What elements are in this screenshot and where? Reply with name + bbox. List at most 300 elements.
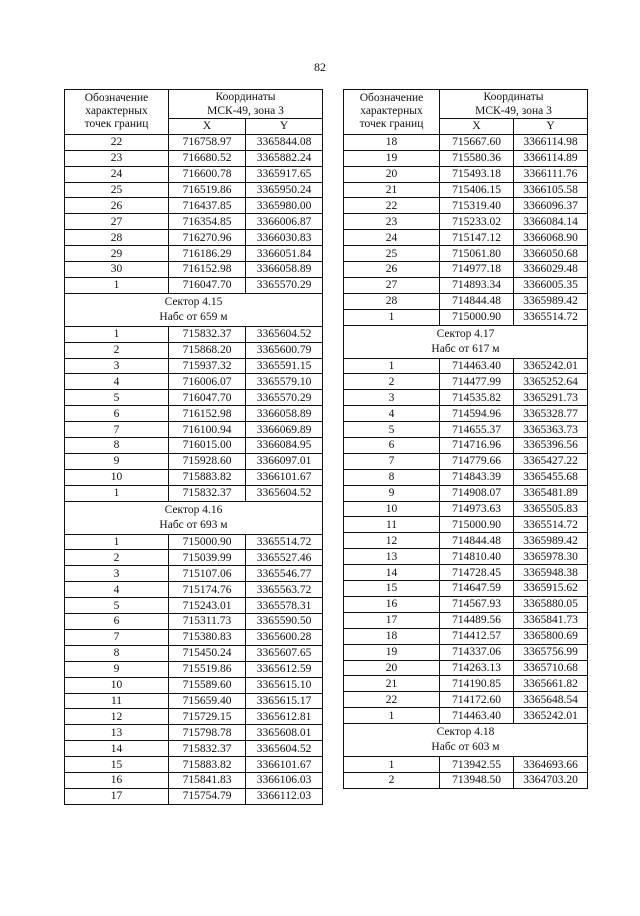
table-row: [344, 406, 588, 422]
x-coordinate-cell: 714477.99: [440, 374, 514, 390]
table-row: [344, 309, 588, 325]
point-number-cell: 22: [344, 692, 440, 708]
x-coordinate-cell: 715868.20: [169, 342, 246, 358]
point-number-cell: 10: [344, 501, 440, 517]
section-title: [65, 293, 323, 326]
y-coordinate-cell: 3365612.59: [246, 661, 323, 677]
point-number-cell: 8: [65, 438, 169, 454]
point-number-cell: 1: [65, 485, 169, 501]
y-coordinate-cell: 3365880.05: [514, 596, 588, 612]
table-row: [344, 692, 588, 708]
table-row: [65, 469, 323, 485]
section-header-row: [344, 325, 588, 358]
x-coordinate-cell: 713942.55: [440, 757, 514, 773]
point-number-cell: 1: [344, 309, 440, 325]
section-header-row: [65, 501, 323, 534]
point-number-cell: 30: [65, 262, 169, 278]
point-number-cell: 23: [344, 214, 440, 230]
y-coordinate-cell: 3365252.64: [514, 374, 588, 390]
table-row: [65, 709, 323, 725]
table-row: [344, 214, 588, 230]
x-coordinate-cell: 715233.02: [440, 214, 514, 230]
table-row: [65, 677, 323, 693]
point-number-cell: 22: [65, 134, 169, 150]
point-number-cell: 1: [65, 534, 169, 550]
table-row: [344, 198, 588, 214]
table-row: [65, 198, 323, 214]
point-number-cell: 24: [344, 230, 440, 246]
table-row: [65, 757, 323, 773]
point-number-cell: 10: [65, 469, 169, 485]
x-coordinate-cell: 715729.15: [169, 709, 246, 725]
y-coordinate-cell: 3366112.03: [246, 788, 323, 804]
y-coordinate-cell: 3366096.37: [514, 198, 588, 214]
x-coordinate-cell: 714594.96: [440, 406, 514, 422]
x-coordinate-cell: 716100.94: [169, 422, 246, 438]
x-coordinate-cell: 714655.37: [440, 422, 514, 438]
point-number-cell: 26: [344, 262, 440, 278]
x-coordinate-cell: 714716.96: [440, 438, 514, 454]
x-column-header: X: [440, 119, 514, 135]
section-title: [65, 501, 323, 534]
table-row: [344, 708, 588, 724]
point-number-cell: 15: [65, 757, 169, 773]
y-coordinate-cell: 3366101.67: [246, 469, 323, 485]
x-coordinate-cell: 714463.40: [440, 708, 514, 724]
point-number-cell: 5: [65, 390, 169, 406]
y-coordinate-cell: 3365950.24: [246, 182, 323, 198]
y-coordinate-cell: 3366058.89: [246, 262, 323, 278]
table-row: [344, 628, 588, 644]
point-number-cell: 26: [65, 198, 169, 214]
y-coordinate-cell: 3365505.83: [514, 501, 588, 517]
point-number-cell: 17: [344, 612, 440, 628]
point-number-cell: 20: [344, 660, 440, 676]
table-row: [65, 246, 323, 262]
point-number-cell: 7: [65, 422, 169, 438]
x-coordinate-cell: 714977.18: [440, 262, 514, 278]
y-coordinate-cell: 3366114.89: [514, 150, 588, 166]
table-row: [344, 757, 588, 773]
point-number-cell: 1: [344, 708, 440, 724]
point-number-cell: 8: [65, 645, 169, 661]
table-row: [65, 230, 323, 246]
x-coordinate-cell: 714535.82: [440, 390, 514, 406]
y-coordinate-cell: 3365615.17: [246, 693, 323, 709]
x-coordinate-cell: 715174.76: [169, 582, 246, 598]
y-coordinate-cell: 3365841.73: [514, 612, 588, 628]
y-coordinate-cell: 3365600.28: [246, 629, 323, 645]
point-number-cell: 3: [65, 358, 169, 374]
table-row: [344, 596, 588, 612]
sector-height: Набс от 617 м: [431, 342, 500, 355]
table-row: [344, 150, 588, 166]
point-number-cell: 16: [344, 596, 440, 612]
y-coordinate-cell: 3365615.10: [246, 677, 323, 693]
y-coordinate-cell: 3365579.10: [246, 374, 323, 390]
point-number-cell: 14: [344, 565, 440, 581]
x-coordinate-cell: 714779.66: [440, 453, 514, 469]
coordinates-table-left: [64, 89, 323, 805]
table-row: [65, 277, 323, 293]
table-row: [65, 661, 323, 677]
point-label-header: Обозначение характерных точек границ: [344, 90, 440, 135]
x-coordinate-cell: 715883.82: [169, 757, 246, 773]
x-coordinate-cell: 715832.37: [169, 741, 246, 757]
x-coordinate-cell: 714337.06: [440, 644, 514, 660]
point-number-cell: 14: [65, 741, 169, 757]
point-number-cell: 29: [65, 246, 169, 262]
coordinates-table-right: [343, 89, 588, 789]
table-row: [65, 390, 323, 406]
y-coordinate-cell: 3366084.14: [514, 214, 588, 230]
sector-name: Сектор 4.16: [164, 503, 223, 516]
point-number-cell: 3: [344, 390, 440, 406]
x-coordinate-cell: 716015.00: [169, 438, 246, 454]
point-number-cell: 2: [344, 374, 440, 390]
table-row: [65, 645, 323, 661]
table-row: [344, 772, 588, 788]
table-row: [65, 485, 323, 501]
table-row: [344, 644, 588, 660]
table-row: [344, 676, 588, 692]
y-coordinate-cell: 3365948.38: [514, 565, 588, 581]
table-row: [344, 612, 588, 628]
y-coordinate-cell: 3366114.98: [514, 134, 588, 150]
table-row: [344, 469, 588, 485]
y-coordinate-cell: 3365570.29: [246, 277, 323, 293]
table-row: [344, 390, 588, 406]
x-coordinate-cell: 714263.13: [440, 660, 514, 676]
section-title: [344, 724, 588, 757]
table-row: [65, 550, 323, 566]
x-coordinate-cell: 715937.32: [169, 358, 246, 374]
y-coordinate-cell: 3365591.15: [246, 358, 323, 374]
coordinates-header: Координаты МСК-49, зона 3: [440, 90, 588, 119]
y-coordinate-cell: 3366069.89: [246, 422, 323, 438]
table-row: [344, 517, 588, 533]
y-coordinate-cell: 3365882.24: [246, 150, 323, 166]
y-coordinate-cell: 3365527.46: [246, 550, 323, 566]
x-coordinate-cell: 715311.73: [169, 614, 246, 630]
y-coordinate-cell: 3365989.42: [514, 533, 588, 549]
point-number-cell: 2: [344, 772, 440, 788]
table-row: [344, 293, 588, 309]
x-coordinate-cell: 715000.90: [440, 517, 514, 533]
x-coordinate-cell: 715659.40: [169, 693, 246, 709]
x-coordinate-cell: 716519.86: [169, 182, 246, 198]
x-coordinate-cell: 716006.07: [169, 374, 246, 390]
point-number-cell: 7: [344, 453, 440, 469]
table-row: [344, 660, 588, 676]
table-row: [65, 629, 323, 645]
y-coordinate-cell: 3366058.89: [246, 406, 323, 422]
point-number-cell: 16: [65, 772, 169, 788]
point-number-cell: 7: [65, 629, 169, 645]
x-coordinate-cell: 715243.01: [169, 598, 246, 614]
x-coordinate-cell: 715832.37: [169, 326, 246, 342]
y-coordinate-cell: 3365607.65: [246, 645, 323, 661]
y-coordinate-cell: 3365604.52: [246, 326, 323, 342]
point-number-cell: 5: [65, 598, 169, 614]
x-coordinate-cell: 715000.90: [169, 534, 246, 550]
x-coordinate-cell: 714844.48: [440, 293, 514, 309]
point-number-cell: 2: [65, 342, 169, 358]
point-number-cell: 11: [65, 693, 169, 709]
point-number-cell: 28: [65, 230, 169, 246]
table-body-left: [65, 134, 323, 804]
table-row: [65, 741, 323, 757]
y-coordinate-cell: 3366030.83: [246, 230, 323, 246]
point-number-cell: 1: [65, 277, 169, 293]
point-number-cell: 13: [344, 549, 440, 565]
y-coordinate-cell: 3365978.30: [514, 549, 588, 565]
y-coordinate-cell: 3365514.72: [514, 517, 588, 533]
section-header-row: [65, 293, 323, 326]
table-row: [344, 549, 588, 565]
x-coordinate-cell: 715000.90: [440, 309, 514, 325]
x-coordinate-cell: 716354.85: [169, 214, 246, 230]
point-number-cell: 15: [344, 581, 440, 597]
point-number-cell: 4: [65, 582, 169, 598]
y-coordinate-cell: 3365612.81: [246, 709, 323, 725]
y-coordinate-cell: 3365328.77: [514, 406, 588, 422]
sector-name: Сектор 4.18: [436, 726, 495, 739]
table-row: [344, 358, 588, 374]
point-number-cell: 27: [344, 277, 440, 293]
point-number-cell: 1: [344, 757, 440, 773]
point-number-cell: 21: [344, 182, 440, 198]
x-coordinate-cell: 715519.86: [169, 661, 246, 677]
table-row: [344, 501, 588, 517]
y-coordinate-cell: 3365427.22: [514, 453, 588, 469]
y-coordinate-cell: 3366105.58: [514, 182, 588, 198]
x-coordinate-cell: 715580.36: [440, 150, 514, 166]
x-coordinate-cell: 714463.40: [440, 358, 514, 374]
table-row: [65, 134, 323, 150]
table-row: [65, 342, 323, 358]
point-number-cell: 12: [65, 709, 169, 725]
y-coordinate-cell: 3366111.76: [514, 166, 588, 182]
point-number-cell: 11: [344, 517, 440, 533]
x-coordinate-cell: 714647.59: [440, 581, 514, 597]
y-coordinate-cell: 3366084.95: [246, 438, 323, 454]
point-number-cell: 6: [65, 614, 169, 630]
y-column-header: Y: [514, 119, 588, 135]
point-number-cell: 12: [344, 533, 440, 549]
table-row: [344, 438, 588, 454]
x-coordinate-cell: 714190.85: [440, 676, 514, 692]
x-coordinate-cell: 716186.29: [169, 246, 246, 262]
x-coordinate-cell: 716270.96: [169, 230, 246, 246]
y-coordinate-cell: 3365756.99: [514, 644, 588, 660]
sector-name: Сектор 4.15: [164, 295, 223, 308]
y-coordinate-cell: 3365563.72: [246, 582, 323, 598]
x-coordinate-cell: 714567.93: [440, 596, 514, 612]
point-number-cell: 19: [344, 644, 440, 660]
sector-height: Набс от 603 м: [431, 741, 500, 754]
table-row: [65, 614, 323, 630]
point-number-cell: 27: [65, 214, 169, 230]
y-coordinate-cell: 3365844.08: [246, 134, 323, 150]
sector-height: Набс от 693 м: [159, 518, 228, 531]
y-coordinate-cell: 3365600.79: [246, 342, 323, 358]
y-coordinate-cell: 3365242.01: [514, 358, 588, 374]
y-coordinate-cell: 3365980.00: [246, 198, 323, 214]
x-coordinate-cell: 715319.40: [440, 198, 514, 214]
y-coordinate-cell: 3365396.56: [514, 438, 588, 454]
point-number-cell: 10: [65, 677, 169, 693]
coordinates-header: Координаты МСК-49, зона 3: [169, 90, 323, 119]
point-number-cell: 13: [65, 725, 169, 741]
table-row: [65, 566, 323, 582]
table-row: [65, 182, 323, 198]
x-coordinate-cell: 715832.37: [169, 485, 246, 501]
table-row: [65, 358, 323, 374]
y-coordinate-cell: 3365481.89: [514, 485, 588, 501]
point-number-cell: 21: [344, 676, 440, 692]
y-coordinate-cell: 3365661.82: [514, 676, 588, 692]
y-coordinate-cell: 3365604.52: [246, 485, 323, 501]
table-row: [344, 581, 588, 597]
x-coordinate-cell: 713948.50: [440, 772, 514, 788]
table-row: [65, 693, 323, 709]
table-body-right: [344, 134, 588, 788]
point-label-header: Обозначение характерных точек границ: [65, 90, 169, 135]
table-row: [65, 422, 323, 438]
x-coordinate-cell: 714728.45: [440, 565, 514, 581]
y-coordinate-cell: 3365546.77: [246, 566, 323, 582]
y-coordinate-cell: 3365455.68: [514, 469, 588, 485]
y-coordinate-cell: 3365570.29: [246, 390, 323, 406]
point-number-cell: 23: [65, 150, 169, 166]
point-number-cell: 25: [65, 182, 169, 198]
table-row: [344, 246, 588, 262]
point-number-cell: 8: [344, 469, 440, 485]
x-coordinate-cell: 715039.99: [169, 550, 246, 566]
y-coordinate-cell: 3365800.69: [514, 628, 588, 644]
point-number-cell: 9: [65, 453, 169, 469]
x-coordinate-cell: 715493.18: [440, 166, 514, 182]
point-number-cell: 18: [344, 628, 440, 644]
point-number-cell: 6: [65, 406, 169, 422]
table-row: [344, 277, 588, 293]
x-coordinate-cell: 716047.70: [169, 390, 246, 406]
table-row: [65, 166, 323, 182]
point-number-cell: 6: [344, 438, 440, 454]
point-number-cell: 3: [65, 566, 169, 582]
x-coordinate-cell: 716437.85: [169, 198, 246, 214]
x-coordinate-cell: 715147.12: [440, 230, 514, 246]
table-row: [344, 422, 588, 438]
table-row: [344, 166, 588, 182]
x-coordinate-cell: 716600.78: [169, 166, 246, 182]
table-row: [65, 534, 323, 550]
point-number-cell: 4: [65, 374, 169, 390]
x-coordinate-cell: 714843.39: [440, 469, 514, 485]
x-coordinate-cell: 715061.80: [440, 246, 514, 262]
y-coordinate-cell: 3364703.20: [514, 772, 588, 788]
table-row: [65, 453, 323, 469]
y-coordinate-cell: 3365514.72: [246, 534, 323, 550]
y-coordinate-cell: 3366005.35: [514, 277, 588, 293]
table-row: [65, 438, 323, 454]
y-coordinate-cell: 3365578.31: [246, 598, 323, 614]
y-coordinate-cell: 3365608.01: [246, 725, 323, 741]
table-row: [344, 533, 588, 549]
section-title: [344, 325, 588, 358]
table-row: [65, 374, 323, 390]
y-coordinate-cell: 3366029.48: [514, 262, 588, 278]
point-number-cell: 18: [344, 134, 440, 150]
x-coordinate-cell: 715107.06: [169, 566, 246, 582]
y-coordinate-cell: 3365710.68: [514, 660, 588, 676]
table-row: [344, 565, 588, 581]
table-row: [344, 374, 588, 390]
table-row: [344, 453, 588, 469]
table-row: [344, 485, 588, 501]
x-coordinate-cell: 715754.79: [169, 788, 246, 804]
point-number-cell: 5: [344, 422, 440, 438]
x-coordinate-cell: 715667.60: [440, 134, 514, 150]
x-coordinate-cell: 714810.40: [440, 549, 514, 565]
y-coordinate-cell: 3365989.42: [514, 293, 588, 309]
y-coordinate-cell: 3364693.66: [514, 757, 588, 773]
x-column-header: X: [169, 119, 246, 135]
x-coordinate-cell: 714172.60: [440, 692, 514, 708]
point-number-cell: 1: [65, 326, 169, 342]
section-header-row: [344, 724, 588, 757]
x-coordinate-cell: 715883.82: [169, 469, 246, 485]
x-coordinate-cell: 714844.48: [440, 533, 514, 549]
point-number-cell: 24: [65, 166, 169, 182]
y-coordinate-cell: 3365917.65: [246, 166, 323, 182]
point-number-cell: 19: [344, 150, 440, 166]
y-coordinate-cell: 3366097.01: [246, 453, 323, 469]
y-coordinate-cell: 3365242.01: [514, 708, 588, 724]
y-coordinate-cell: 3365604.52: [246, 741, 323, 757]
point-number-cell: 17: [65, 788, 169, 804]
x-coordinate-cell: 715841.83: [169, 772, 246, 788]
table-row: [65, 772, 323, 788]
x-coordinate-cell: 716047.70: [169, 277, 246, 293]
y-coordinate-cell: 3366050.68: [514, 246, 588, 262]
x-coordinate-cell: 715406.15: [440, 182, 514, 198]
x-coordinate-cell: 715380.83: [169, 629, 246, 645]
point-number-cell: 2: [65, 550, 169, 566]
table-row: [65, 214, 323, 230]
x-coordinate-cell: 714973.63: [440, 501, 514, 517]
table-row: [65, 150, 323, 166]
table-row: [65, 582, 323, 598]
y-coordinate-cell: 3366006.87: [246, 214, 323, 230]
x-coordinate-cell: 716758.97: [169, 134, 246, 150]
y-coordinate-cell: 3366051.84: [246, 246, 323, 262]
point-number-cell: 9: [65, 661, 169, 677]
y-coordinate-cell: 3365514.72: [514, 309, 588, 325]
x-coordinate-cell: 714908.07: [440, 485, 514, 501]
x-coordinate-cell: 714893.34: [440, 277, 514, 293]
table-row: [344, 182, 588, 198]
y-coordinate-cell: 3365915.62: [514, 581, 588, 597]
y-coordinate-cell: 3365590.50: [246, 614, 323, 630]
table-row: [344, 262, 588, 278]
y-column-header: Y: [246, 119, 323, 135]
point-number-cell: 9: [344, 485, 440, 501]
x-coordinate-cell: 716152.98: [169, 262, 246, 278]
x-coordinate-cell: 714412.57: [440, 628, 514, 644]
x-coordinate-cell: 716680.52: [169, 150, 246, 166]
